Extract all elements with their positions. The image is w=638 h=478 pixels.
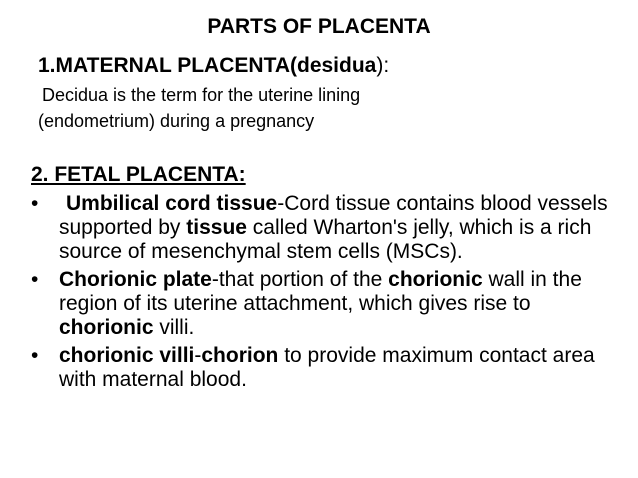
maternal-placenta-section — [38, 52, 628, 134]
chorionic-plate-text-2: wall in the region of its uterine attachment, which gives rise to — [59, 268, 582, 315]
umbilical-cord-term: Umbilical cord tissue — [66, 192, 278, 215]
slide-title: PARTS OF PLACENTA — [207, 15, 431, 38]
chorionic-term-2: chorionic — [59, 316, 154, 339]
list-item-chorionic-plate — [31, 268, 621, 340]
bullet-icon: • — [31, 192, 39, 215]
maternal-heading-bold: 1.MATERNAL PLACENTA(desidua — [38, 54, 377, 77]
chorionic-plate-text-1: -that portion of the — [211, 268, 389, 291]
chorionic-plate-text-3: villi. — [153, 316, 195, 339]
umbilical-cord-text-1: -Cord tissue contains blood vessels supported by — [59, 192, 608, 239]
maternal-desc-line-2: (endometrium) during a pregnancy — [38, 111, 315, 131]
chorion-term: chorion — [201, 344, 279, 367]
chorionic-villi-term: chorionic villi — [59, 344, 195, 367]
fetal-placenta-list — [31, 192, 621, 392]
umbilical-cord-text-2: called Wharton's jelly, which is a rich source of mesenchymal stem cells (MSCs). — [59, 216, 592, 263]
maternal-placenta-heading — [38, 52, 628, 79]
chorionic-term: chorionic — [388, 268, 483, 291]
maternal-heading-tail: ): — [376, 54, 390, 77]
chorionic-villi-text-2: to provide maximum contact area with maternal blood. — [59, 344, 595, 391]
fetal-placenta-section — [31, 163, 621, 396]
bullet-icon: • — [31, 344, 39, 367]
chorionic-plate-term: Chorionic plate — [59, 268, 212, 291]
maternal-desc-line-1: Decidua is the term for the uterine lining — [42, 85, 361, 105]
list-item-chorionic-villi — [31, 344, 621, 392]
bullet-icon: • — [31, 268, 39, 291]
list-item-umbilical-cord — [31, 192, 621, 264]
fetal-placenta-heading: 2. FETAL PLACENTA: — [31, 163, 246, 186]
maternal-placenta-description — [38, 82, 628, 134]
chorionic-villi-text-1: - — [194, 344, 202, 367]
tissue-term: tissue — [186, 216, 247, 239]
